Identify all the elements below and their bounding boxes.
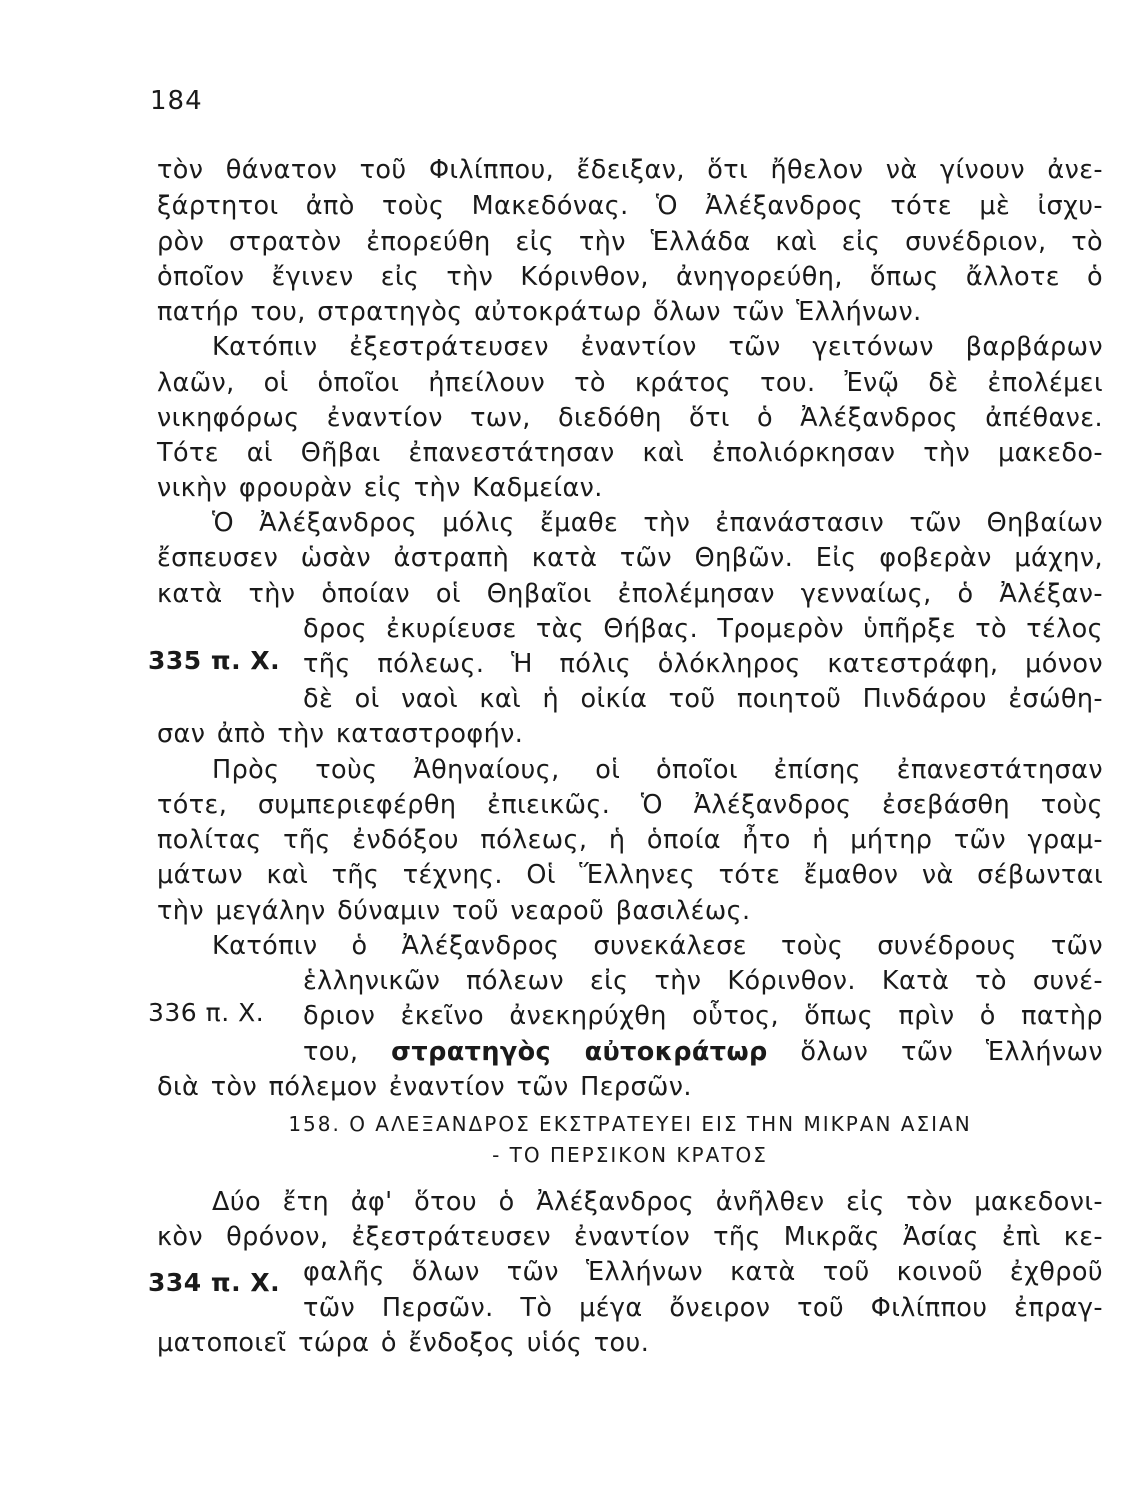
section-heading-subline: - ΤΟ ΠΕΡΣΙΚΟΝ ΚΡΑΤΟΣ — [492, 1143, 768, 1167]
text-line: Πρὸς τοὺς Ἀθηναίους, οἱ ὁποῖοι ἐπίσης ἐπανεστάτησαν — [212, 755, 1103, 785]
text-line — [303, 1037, 1103, 1067]
text-line: τὸν θάνατον τοῦ Φιλίππου, ἔδειξαν, ὅτι ἤθελον νὰ γίνουν ἀνε- — [157, 155, 1103, 185]
text-line: σαν ἀπὸ τὴν καταστροφήν. — [157, 719, 524, 749]
text-line: ρὸν στρατὸν ἐπορεύθη εἰς τὴν Ἑλλάδα καὶ εἰς συνέδριον, τὸ — [157, 227, 1103, 257]
margin-date-334: 334 π. Χ. — [148, 1268, 281, 1297]
text-line: νικηφόρως ἐναντίον των, διεδόθη ὅτι ὁ Ἀλέξανδρος ἀπέθανε. — [157, 403, 1103, 433]
text-line: Ὁ Ἀλέξανδρος μόλις ἔμαθε τὴν ἐπανάστασιν τῶν Θηβαίων — [212, 508, 1103, 538]
text-run: ὅλων τῶν Ἑλλήνων — [800, 1037, 1103, 1067]
text-line: ἑλληνικῶν πόλεων εἰς τὴν Κόρινθον. Κατὰ τὸ συνέ- — [303, 966, 1103, 996]
text-run: του, — [303, 1037, 359, 1067]
text-line: δρος ἐκυρίευσε τὰς Θήβας. Τρομερὸν ὑπῆρξε τὸ τέλος — [303, 614, 1103, 644]
text-line: τὴν μεγάλην δύναμιν τοῦ νεαροῦ βασιλέως. — [157, 896, 751, 926]
text-line: φαλῆς ὅλων τῶν Ἑλλήνων κατὰ τοῦ κοινοῦ ἐχθροῦ — [303, 1257, 1103, 1287]
text-line: δὲ οἱ ναοὶ καὶ ἡ οἰκία τοῦ ποιητοῦ Πινδάρου ἐσώθη- — [303, 684, 1103, 714]
text-line: τότε, συμπεριεφέρθη ἐπιεικῶς. Ὁ Ἀλέξανδρος ἐσεβάσθη τοὺς — [157, 790, 1103, 820]
margin-date-336: 336 π. Χ. — [148, 998, 265, 1027]
text-line: μάτων καὶ τῆς τέχνης. Οἱ Ἕλληνες τότε ἔμαθον νὰ σέβωνται — [157, 860, 1103, 890]
text-line: δριον ἐκεῖνο ἀνεκηρύχθη οὗτος, ὅπως πρὶν ὁ πατὴρ — [303, 1001, 1103, 1031]
text-line: κατὰ τὴν ὁποίαν οἱ Θηβαῖοι ἐπολέμησαν γενναίως, ὁ Ἀλέξαν- — [157, 579, 1103, 609]
text-line: ματοποιεῖ τώρα ὁ ἔνδοξος υἱός του. — [157, 1328, 650, 1358]
text-line: ὁποῖον ἔγινεν εἰς τὴν Κόρινθον, ἀνηγορεύθη, ὅπως ἄλλοτε ὁ — [157, 262, 1103, 292]
text-line: νικὴν φρουρὰν εἰς τὴν Καδμείαν. — [157, 473, 603, 503]
margin-date-335: 335 π. Χ. — [148, 646, 281, 675]
text-line: πατήρ του, στρατηγὸς αὐτοκράτωρ ὅλων τῶν Ἑλλήνων. — [157, 297, 922, 327]
text-line: Κατόπιν ὁ Ἀλέξανδρος συνεκάλεσε τοὺς συνέδρους τῶν — [212, 931, 1103, 961]
text-line: πολίτας τῆς ἐνδόξου πόλεως, ἡ ὁποία ἦτο ἡ μήτηρ τῶν γραμ- — [157, 825, 1103, 855]
text-line: Κατόπιν ἐξεστράτευσεν ἐναντίον τῶν γειτόνων βαρβάρων — [212, 332, 1103, 362]
page-number: 184 — [150, 86, 203, 116]
text-line: τῆς πόλεως. Ἡ πόλις ὁλόκληρος κατεστράφη, μόνον — [303, 649, 1103, 679]
text-line: λαῶν, οἱ ὁποῖοι ἠπείλουν τὸ κράτος του. Ἐνῷ δὲ ἐπολέμει — [157, 368, 1103, 398]
emphasis-text: στρατηγὸς αὐτοκράτωρ — [391, 1037, 768, 1067]
text-line: διὰ τὸν πόλεμον ἐναντίον τῶν Περσῶν. — [157, 1072, 692, 1102]
text-line: ξάρτητοι ἀπὸ τοὺς Μακεδόνας. Ὁ Ἀλέξανδρος τότε μὲ ἰσχυ- — [157, 191, 1103, 221]
text-line: Δύο ἔτη ἀφ' ὅτου ὁ Ἀλέξανδρος ἀνῆλθεν εἰς τὸν μακεδονι- — [212, 1187, 1103, 1217]
text-line: τῶν Περσῶν. Τὸ μέγα ὄνειρον τοῦ Φιλίππου ἐπραγ- — [303, 1293, 1103, 1323]
text-line: ἔσπευσεν ὡσὰν ἀστραπὴ κατὰ τῶν Θηβῶν. Εἰς φοβερὰν μάχην, — [157, 543, 1103, 573]
section-heading: 158. Ο ΑΛΕΞΑΝΔΡΟΣ ΕΚΣΤΡΑΤΕΥΕΙ ΕΙΣ ΤΗΝ ΜΙΚΡΑΝ ΑΣΙΑΝ — [288, 1112, 972, 1136]
text-line: κὸν θρόνον, ἐξεστράτευσεν ἐναντίον τῆς Μικρᾶς Ἀσίας ἐπὶ κε- — [157, 1222, 1103, 1252]
text-line: Τότε αἱ Θῆβαι ἐπανεστάτησαν καὶ ἐπολιόρκησαν τὴν μακεδο- — [157, 438, 1103, 468]
